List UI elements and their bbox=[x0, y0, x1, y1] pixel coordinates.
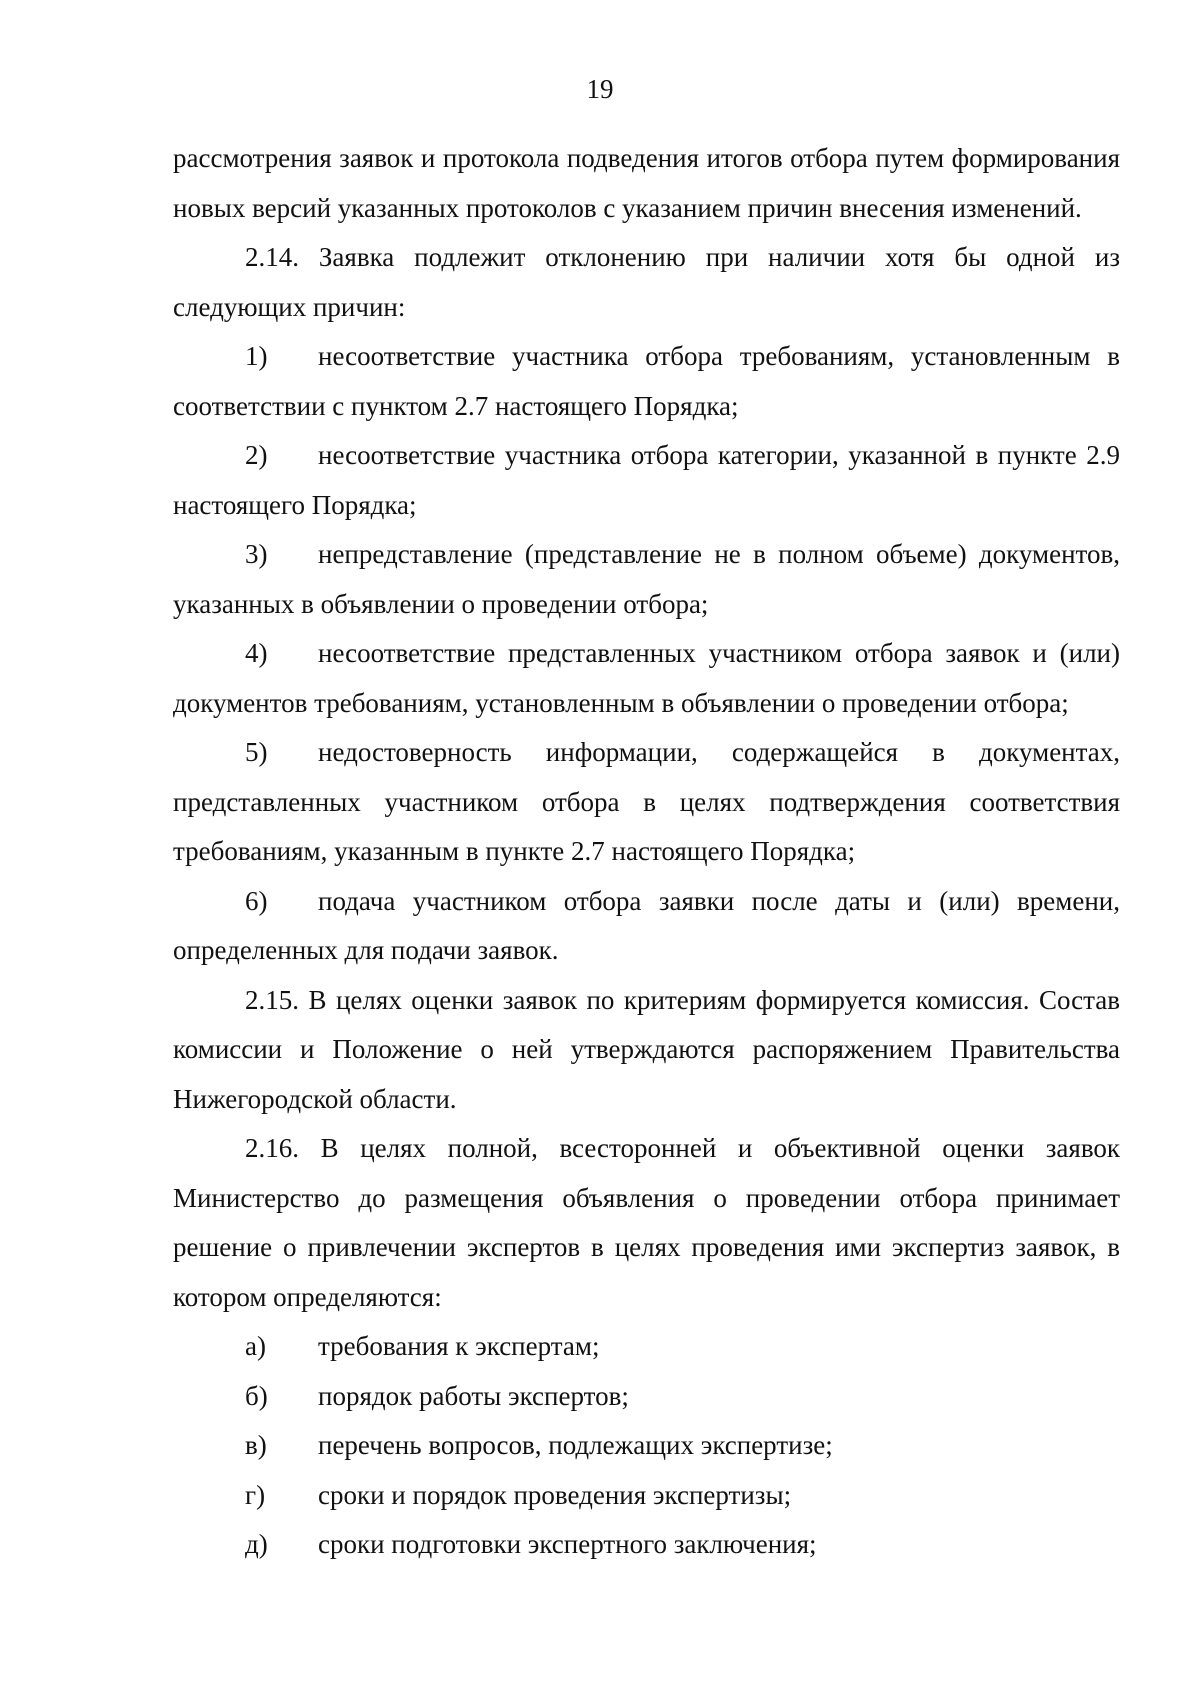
paragraph-continuation: рассмотрения заявок и протокола подведения итогов отбора путем формирования новых версий указанных протоколов с указанием причин внесения изменений. bbox=[173, 143, 1120, 223]
reason-item-6 bbox=[173, 877, 1120, 976]
document-body bbox=[173, 134, 1120, 1570]
reason-text: непредставление (представление не в полном объеме) документов, указанных в объявлении о проведении отбора; bbox=[173, 539, 1120, 619]
reason-text: недостоверность информации, содержащейся в документах, представленных участником отбора в целях подтверждения соответствия требованиям, указанным в пункте 2.7 настоящего Порядка; bbox=[173, 737, 1120, 866]
reason-item-1 bbox=[173, 332, 1120, 431]
reason-number: 1) bbox=[245, 341, 268, 371]
reason-number: 2) bbox=[245, 440, 268, 470]
expert-item-letter: в) bbox=[245, 1430, 267, 1460]
expert-item-text: перечень вопросов, подлежащих экспертизе; bbox=[318, 1430, 833, 1460]
paragraph-2-14: 2.14. Заявка подлежит отклонению при наличии хотя бы одной из следующих причин: bbox=[173, 242, 1120, 322]
expert-item-text: требования к экспертам; bbox=[318, 1331, 600, 1361]
reason-item-5 bbox=[173, 728, 1120, 877]
expert-item-g bbox=[173, 1471, 1120, 1521]
expert-item-letter: а) bbox=[245, 1331, 266, 1361]
expert-item-text: сроки подготовки экспертного заключения; bbox=[318, 1529, 817, 1559]
expert-item-letter: б) bbox=[245, 1380, 268, 1411]
reason-number: 3) bbox=[245, 539, 268, 569]
reason-text: несоответствие участника отбора требованиям, установленным в соответствии с пунктом 2.7 настоящего Порядка; bbox=[173, 341, 1120, 421]
reason-number: 4) bbox=[245, 638, 268, 668]
reason-text: несоответствие представленных участником отбора заявок и (или) документов требованиям, установленным в объявлении о проведении отбора; bbox=[173, 638, 1120, 718]
page-number: 19 bbox=[586, 74, 614, 104]
expert-item-b bbox=[173, 1372, 1120, 1422]
reason-item-2 bbox=[173, 431, 1120, 530]
paragraph-2-16: 2.16. В целях полной, всесторонней и объективной оценки заявок Министерство до размещения объявления о проведении отбора принимает решение о привлечении экспертов в целях проведения ими экспертиз заявок, в котором определяются: bbox=[173, 1133, 1120, 1312]
reason-number: 6) bbox=[245, 885, 268, 916]
expert-item-d bbox=[173, 1520, 1120, 1570]
expert-item-text: порядок работы экспертов; bbox=[318, 1380, 629, 1411]
expert-item-v bbox=[173, 1421, 1120, 1471]
reason-item-3 bbox=[173, 530, 1120, 629]
reason-text: подача участником отбора заявки после даты и (или) времени, определенных для подачи заявок. bbox=[173, 885, 1120, 965]
expert-item-letter: г) bbox=[245, 1479, 266, 1510]
expert-item-letter: д) bbox=[245, 1529, 268, 1559]
reason-item-4 bbox=[173, 629, 1120, 728]
reason-text: несоответствие участника отбора категории, указанной в пункте 2.9 настоящего Порядка; bbox=[173, 440, 1120, 520]
paragraph-2-15: 2.15. В целях оценки заявок по критериям формируется комиссия. Состав комиссии и Положение о ней утверждаются распоряжением Правительства Нижегородской области. bbox=[173, 984, 1120, 1114]
expert-item-text: сроки и порядок проведения экспертизы; bbox=[318, 1479, 792, 1510]
reason-number: 5) bbox=[245, 737, 268, 767]
expert-item-a bbox=[173, 1322, 1120, 1372]
